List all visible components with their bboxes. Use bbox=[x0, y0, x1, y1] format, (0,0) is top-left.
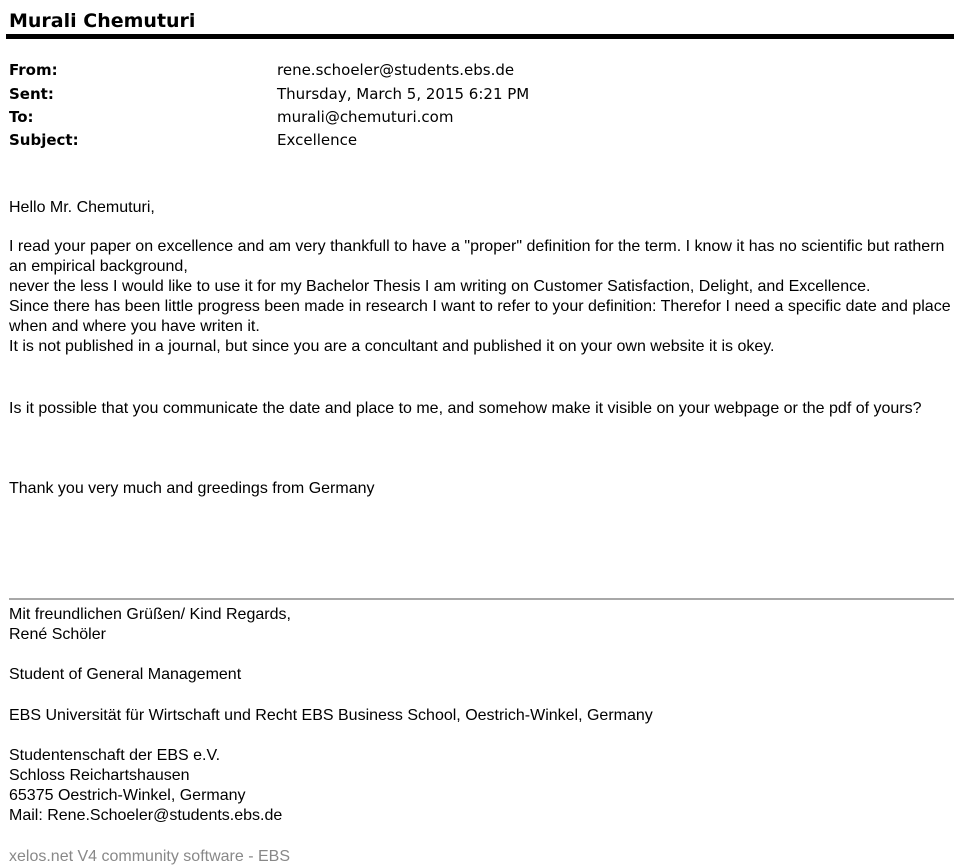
body-line: never the less I would like to use it for my Bachelor Thesis I am writing on Customer Satisfaction, Delight, and Excellence. bbox=[9, 278, 871, 295]
signature-title: Student of General Management bbox=[9, 666, 242, 683]
body-line: It is not published in a journal, but since you are a concultant and published it on your own website it is okey. bbox=[9, 338, 775, 355]
mailbox-owner-name: Murali Chemuturi bbox=[9, 10, 196, 32]
signature-address-line-2: 65375 Oestrich-Winkel, Germany bbox=[9, 787, 246, 804]
header-from-row bbox=[9, 59, 949, 81]
from-label: From: bbox=[9, 61, 58, 79]
header-to-row bbox=[9, 106, 949, 128]
subject-label: Subject: bbox=[9, 131, 79, 149]
signature-block bbox=[9, 605, 954, 826]
sent-value: Thursday, March 5, 2015 6:21 PM bbox=[277, 85, 530, 103]
greeting: Hello Mr. Chemuturi, bbox=[9, 199, 155, 216]
to-label: To: bbox=[9, 108, 34, 126]
header-sent-row bbox=[9, 83, 949, 105]
to-value: murali@chemuturi.com bbox=[277, 108, 454, 126]
signature-name: René Schöler bbox=[9, 626, 106, 643]
signature-regards: Mit freundlichen Grüßen/ Kind Regards, bbox=[9, 606, 291, 623]
signature-school: EBS Universität für Wirtschaft und Recht EBS Business School, Oestrich-Winkel, Germany bbox=[9, 707, 653, 724]
body-paragraph-1 bbox=[9, 237, 954, 357]
closing-line: Thank you very much and greedings from Germany bbox=[9, 480, 375, 497]
signature-address-line-1: Schloss Reichartshausen bbox=[9, 767, 190, 784]
owner-divider bbox=[6, 34, 954, 39]
subject-value: Excellence bbox=[277, 131, 358, 149]
body-line: I read your paper on excellence and am very thankfull to have a "proper" definition for the term. I know it has no scientific but rathern an empirical background, bbox=[9, 238, 945, 275]
body-line: Since there has been little progress been made in research I want to refer to your definition: Therefor I need a specific date and place when and where you have writen it. bbox=[9, 298, 951, 335]
sent-label: Sent: bbox=[9, 85, 54, 103]
signature-mail: Mail: Rene.Schoeler@students.ebs.de bbox=[9, 807, 283, 824]
signature-divider bbox=[9, 598, 954, 600]
body-paragraph-2: Is it possible that you communicate the date and place to me, and somehow make it visible on your webpage or the pdf of yours? bbox=[9, 400, 922, 417]
header-subject-row bbox=[9, 129, 949, 151]
footer-note: xelos.net V4 community software - EBS bbox=[9, 848, 290, 865]
signature-org: Studentenschaft der EBS e.V. bbox=[9, 747, 221, 764]
from-value: rene.schoeler@students.ebs.de bbox=[277, 61, 515, 79]
